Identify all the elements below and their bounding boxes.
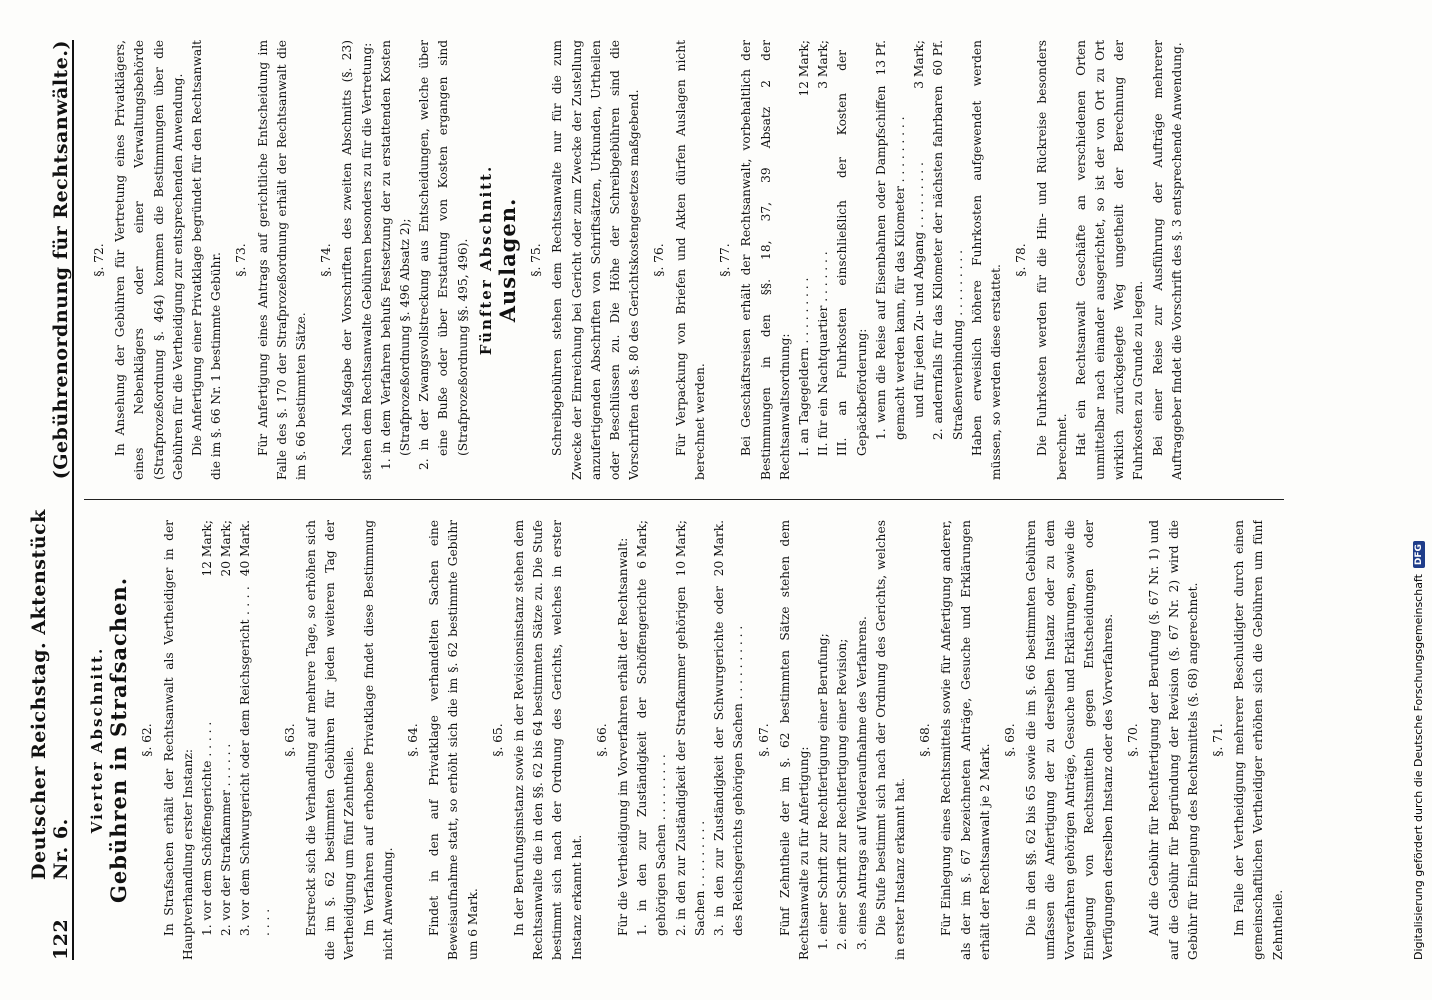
paragraph-text: Für Verpackung von Briefen und Akten dürfen Auslagen nicht berechnet werden.	[673, 40, 707, 480]
expense-row	[814, 40, 833, 456]
list-item: 2. in der Zwangsvollstreckung aus Entscheidungen, welche über eine Buße oder über Erstattung von Kosten ergangen sind (Strafprozeßordnung §§. 495, 496).	[417, 40, 470, 470]
paragraph-text: Bei Geschäftsreisen erhält der Rechtsanwalt, vorbehaltlich der Bestimmungen in den §§. 18, 37, 39 Absatz 2 der Rechtsanwaltsordnung:	[739, 40, 792, 480]
fee-row	[217, 520, 236, 936]
fee-row	[198, 520, 217, 936]
paragraph-number: §. 62.	[140, 723, 155, 757]
paragraph-number: §. 71.	[1210, 723, 1225, 757]
paragraph-number: §. 74.	[319, 243, 334, 277]
paragraph-number: §. 67.	[756, 723, 771, 757]
paragraph-number: §. 70.	[1126, 723, 1141, 757]
paragraph-number: §. 72.	[92, 243, 106, 277]
list-item: 3. eines Antrags auf Wiederaufnahme des Verfahrens.	[854, 616, 869, 950]
fee-row	[236, 520, 274, 936]
digitization-text: Digitalisierung gefördert durch die Deutsche Forschungsgemeinschaft	[1412, 574, 1425, 960]
expense-label: 2. andernfalls für das Kilometer der nächsten fahrbaren Straßenverbindung . . . . . . . . .	[931, 85, 965, 440]
paragraph-text: Die Stufe bestimmt sich nach der Ordnung des Gerichts, welches in erster Instanz erkannt hat.	[873, 520, 907, 960]
dfg-logo: DFG	[1413, 541, 1425, 568]
expense-amount: 3 Mark;	[816, 40, 831, 89]
section-title: Fünfter Abschnitt.	[476, 164, 495, 356]
fee-label: 2. in den zur Zuständigkeit der Strafkammer gehörigen Sachen . . . . . . . . .	[673, 586, 707, 936]
paragraph-text: Schreibgebühren stehen dem Rechtsanwalte nur für die zum Zwecke der Einreichung bei Gericht oder zum Zwecke der Zustellung anzufertigenden Abschriften von Schriftsätzen, Urkunden, Urtheilen oder Beschlüssen zu. Die Höhe der Schreibgebühren sind die Vorschriften des §. 80 des Gerichtskostengesetzes maßgebend.	[550, 40, 642, 480]
section-subtitle: Auslagen.	[495, 197, 521, 323]
expense-row	[795, 40, 814, 456]
fee-row	[672, 520, 710, 936]
paragraph-text: Die in den §§. 62 bis 65 sowie die im §. 66 bestimmten Gebühren umfassen die Anfertigung der zu derselben Instanz oder zu dem Vorverfahren gehörigen Anträge, Gesuche und Erklärungen, sowie die Einlegung von Rechtsmitteln gegen Entscheidungen oder Verfügungen derselben Instanz oder des Vorverfahrens.	[1024, 520, 1115, 960]
header-running-title: (Gebührenordnung für Rechtsanwälte.)	[50, 40, 72, 480]
paragraph-number: §. 78.	[1014, 243, 1029, 277]
paragraph-text: Für die Vertheidigung im Vorverfahren erhält der Rechtsanwalt:	[616, 537, 631, 936]
fee-amount: 10 Mark;	[673, 520, 688, 577]
paragraph-number: §. 77.	[718, 243, 733, 277]
fee-amount: 40 Mark.	[238, 520, 253, 577]
expense-label: und für jeden Zu- und Abgang . . . . . . . . .	[912, 162, 927, 418]
fee-label: 1. vor dem Schöffengerichte . . . . .	[200, 721, 215, 936]
paragraph-text: In der Berufungsinstanz sowie in der Revisionsinstanz stehen dem Rechtsanwalte die in den §§. 62 bis 64 bestimmten Sätze zu. Die Stufe bestimmt sich nach der Ordnung des Gerichts, welches in erster Instanz erkannt hat.	[512, 520, 584, 960]
paragraph-text: Haben erweislich höhere Fuhrkosten aufgewendet werden müssen, so werden diese erstattet.	[969, 40, 1003, 480]
expense-amount: 3 Mark;	[912, 40, 927, 89]
paragraph-text: Bei einer Reise zur Ausführung der Aufträge mehrerer Auftraggeber findet die Vorschrift des §. 3 entsprechende Anwendung.	[1150, 40, 1184, 480]
paragraph-text: Im Falle der Vertheidigung mehrerer Beschuldigter durch einen gemeinschaftlichen Vertheidiger erhöhen sich die Gebühren um fünf Zehntheile.	[1232, 520, 1285, 960]
fee-label: 3. vor dem Schwurgericht oder dem Reichsgericht . . . . . . . .	[238, 586, 272, 936]
paragraph-number: §. 75.	[529, 243, 544, 277]
expense-row	[872, 40, 910, 440]
paragraph-text: Auf die Gebühr für Rechtfertigung der Berufung (§. 67 Nr. 1) und auf die Gebühr für Begründung der Revision (§. 67 Nr. 2) wird die Gebühr für Einlegung des Rechtsmittels (§. 68) angerechnet.	[1147, 520, 1200, 960]
expense-row	[833, 40, 871, 456]
paragraph-text: Erstreckt sich die Verhandlung auf mehrere Tage, so erhöhen sich die im §. 62 bestimmten Gebühren für jeden weiteren Tag der Vertheidigung um fünf Zehntheile.	[304, 520, 357, 960]
paragraph-text: In Ansehung der Gebühren für Vertretung eines Privatklägers, eines Nebenklägers oder einer Verwaltungsbehörde (Strafprozeßordnung §. 464) kommen die Bestimmungen über die Gebühren für die Vertheidigung zur entsprechenden Anwendung.	[113, 40, 185, 480]
paragraph-text: Im Verfahren auf erhobene Privatklage findet diese Bestimmung nicht Anwendung.	[361, 520, 395, 960]
paragraph-text: Nach Maßgabe der Vorschriften des zweiten Abschnitts (§. 23) stehen dem Rechtsanwalte Gebühren besonders zu für die Vertretung:	[340, 40, 374, 480]
paragraph-text: Hat ein Rechtsanwalt Geschäfte an verschiedenen Orten unmittelbar nach einander ausgerichtet, so ist der von Ort zu Ort wirklich zurückgelegte Weg ungetheilt der Berechnung der Fuhrkosten zu Grunde zu legen.	[1073, 40, 1146, 480]
paragraph-text: In Strafsachen erhält der Rechtsanwalt als Vertheidiger in der Hauptverhandlung erster Instanz:	[161, 520, 195, 960]
header-title: Deutscher Reichstag. Aktenstück Nr. 6.	[28, 509, 72, 880]
expense-amount	[833, 40, 871, 50]
paragraph-number: §. 63.	[282, 723, 297, 757]
paragraph-number: §. 73.	[234, 243, 249, 277]
fee-label: 1. in den zur Zuständigkeit der Schöffengerichte gehörigen Sachen . . . . . . . . .	[635, 578, 669, 936]
section-subtitle: Gebühren in Strafsachen.	[106, 576, 132, 904]
column-divider	[84, 499, 1284, 500]
expense-label: II. für ein Nachtquartier . . . . . . .	[816, 251, 831, 456]
fee-label: 2. vor der Strafkammer . . . . . .	[219, 743, 234, 936]
paragraph-text: Findet in den auf Privatklage verhandelten Sachen eine Beweisaufnahme statt, so erhöht sich die im §. 62 bestimmte Gebühr um 6 Mark.	[427, 520, 480, 960]
fee-amount: 20 Mark.	[712, 520, 727, 577]
paragraph-text: Für Anfertigung eines Antrags auf gerichtliche Entscheidung im Falle des §. 170 der Strafprozeßordnung erhält der Rechtsanwalt die im §. 66 bestimmten Sätze.	[255, 40, 309, 480]
expense-amount: 13 Pf.	[873, 40, 888, 76]
expense-row	[929, 40, 967, 440]
paragraph-number: §. 66.	[594, 723, 609, 757]
page-number: 122	[50, 918, 72, 960]
section-title: Vierter Abschnitt.	[88, 646, 106, 834]
paragraph-text: Die Fuhrkosten werden für die Hin- und Rückreise besonders berechnet.	[1035, 40, 1069, 480]
digitization-note	[1412, 40, 1425, 960]
expense-label: I. an Tagegeldern . . . . . . . . .	[796, 277, 811, 456]
paragraph-number: §. 65.	[490, 723, 505, 757]
expense-amount: 12 Mark;	[796, 40, 811, 97]
paragraph-number: §. 69.	[1002, 723, 1017, 757]
fee-row	[710, 520, 748, 936]
right-column	[84, 40, 1414, 480]
page-header	[28, 40, 74, 960]
fee-amount: 12 Mark;	[200, 520, 215, 577]
paragraph-number: §. 68.	[918, 723, 933, 757]
list-item: 1. in dem Verfahren behufs Festsetzung der zu erstattenden Kosten (Strafprozeßordnung §. 496 Absatz 2);	[378, 40, 413, 470]
list-item: 2. einer Schrift zur Rechtfertigung einer Revision;	[835, 638, 850, 950]
paragraph-text: Fünf Zehntheile der im §. 62 bestimmten Sätze stehen dem Rechtsanwalte zu für Anfertigung:	[777, 520, 811, 960]
fee-label: 3. in den zur Zuständigkeit der Schwurgerichte oder des Reichsgerichts gehörigen Sachen . . . . . . . . . .	[712, 586, 746, 936]
paragraph-number: §. 76.	[652, 243, 667, 277]
paragraph-number: §. 64.	[406, 723, 421, 757]
list-item: 1. einer Schrift zur Rechtfertigung einer Berufung;	[816, 633, 831, 950]
left-column	[84, 520, 1414, 960]
fee-amount: 6 Mark;	[635, 520, 650, 569]
paragraph-text: Für Einlegung eines Rechtsmittels sowie für Anfertigung anderer, als der im §. 67 bezeichneten Anträge, Gesuche und Erklärungen erhält der Rechtsanwalt je 2 Mark.	[939, 520, 992, 960]
paragraph-text: Die Anfertigung einer Privatklage begründet für den Rechtsanwalt die im §. 66 Nr. 1 bestimmte Gebühr.	[190, 40, 224, 480]
expense-label: III. an Fuhrkosten einschließlich der Kosten der Gepäckbeförderung:	[835, 50, 869, 456]
fee-row	[633, 520, 671, 936]
fee-amount: 20 Mark;	[219, 520, 234, 577]
expense-amount: 60 Pf.	[931, 40, 946, 76]
expense-row	[910, 40, 929, 418]
expense-label: 1. wenn die Reise auf Eisenbahnen oder Dampfschiffen gemacht werden kann, für das Kilometer . . . . . . . . .	[873, 85, 907, 440]
